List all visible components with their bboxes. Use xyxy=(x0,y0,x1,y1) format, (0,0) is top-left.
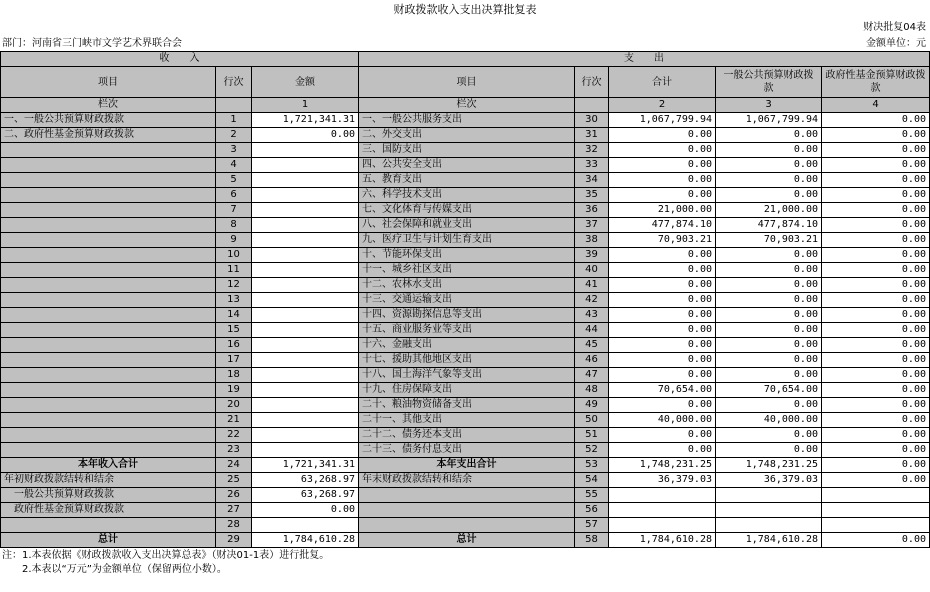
general-budget-cell[interactable]: 1,067,799.94 xyxy=(716,113,822,128)
table-row xyxy=(1,398,930,413)
income-item-cell[interactable]: 二、政府性基金预算财政拨款 xyxy=(1,128,216,143)
table-row xyxy=(1,323,930,338)
income-item-cell[interactable] xyxy=(1,248,216,263)
expense-item-cell[interactable]: 九、医疗卫生与计划生育支出 xyxy=(359,233,575,248)
income-amount-cell[interactable]: 63,268.97 xyxy=(252,488,359,503)
income-item-cell[interactable] xyxy=(1,518,216,533)
general-budget-cell[interactable]: 0.00 xyxy=(716,323,822,338)
fund-budget-cell[interactable]: 0.00 xyxy=(822,413,930,428)
total-amount-cell[interactable]: 0.00 xyxy=(609,443,716,458)
expense-item-cell[interactable] xyxy=(359,518,575,533)
general-budget-cell[interactable]: 0.00 xyxy=(716,128,822,143)
income-item-cell[interactable] xyxy=(1,338,216,353)
expense-item-cell[interactable]: 四、公共安全支出 xyxy=(359,158,575,173)
table-row xyxy=(1,113,930,128)
total-header: 合计 xyxy=(609,67,716,98)
income-row-number[interactable]: 19 xyxy=(216,383,252,398)
expense-row-header: 行次 xyxy=(575,67,609,98)
table-row xyxy=(1,293,930,308)
income-amount-cell[interactable] xyxy=(252,353,359,368)
column-index-label: 栏次 xyxy=(1,98,216,113)
income-row-number[interactable]: 17 xyxy=(216,353,252,368)
total-amount-cell[interactable]: 0.00 xyxy=(609,278,716,293)
fund-budget-cell[interactable]: 0.00 xyxy=(822,458,930,473)
income-row-number[interactable]: 22 xyxy=(216,428,252,443)
expense-item-cell[interactable]: 六、科学技术支出 xyxy=(359,188,575,203)
expense-row-number[interactable]: 37 xyxy=(575,218,609,233)
general-budget-cell[interactable]: 36,379.03 xyxy=(716,473,822,488)
income-item-cell[interactable] xyxy=(1,173,216,188)
fund-budget-cell[interactable]: 0.00 xyxy=(822,218,930,233)
income-amount-cell[interactable] xyxy=(252,143,359,158)
general-budget-cell[interactable]: 70,903.21 xyxy=(716,233,822,248)
expense-row-number[interactable]: 44 xyxy=(575,323,609,338)
income-item-cell[interactable] xyxy=(1,203,216,218)
expense-item-cell[interactable]: 十四、资源勘探信息等支出 xyxy=(359,308,575,323)
general-budget-cell[interactable]: 0.00 xyxy=(716,263,822,278)
expense-item-cell[interactable] xyxy=(359,503,575,518)
expense-item-cell[interactable]: 十六、金融支出 xyxy=(359,338,575,353)
income-amount-cell[interactable] xyxy=(252,518,359,533)
income-item-cell[interactable]: 一、一般公共预算财政拨款 xyxy=(1,113,216,128)
fund-budget-cell[interactable]: 0.00 xyxy=(822,368,930,383)
department-label: 部门：河南省三门峡市文学艺术界联合会 xyxy=(2,38,182,49)
income-amount-cell[interactable] xyxy=(252,218,359,233)
total-amount-cell[interactable]: 70,654.00 xyxy=(609,383,716,398)
income-row-number[interactable]: 6 xyxy=(216,188,252,203)
table-row xyxy=(1,128,930,143)
table-row xyxy=(1,338,930,353)
column-index-1: 1 xyxy=(252,98,359,113)
total-amount-cell[interactable]: 0.00 xyxy=(609,158,716,173)
total-amount-cell[interactable]: 1,784,610.28 xyxy=(609,533,716,548)
general-budget-cell[interactable]: 0.00 xyxy=(716,143,822,158)
expense-row-number[interactable]: 52 xyxy=(575,443,609,458)
total-amount-cell[interactable]: 0.00 xyxy=(609,428,716,443)
general-budget-cell[interactable]: 0.00 xyxy=(716,368,822,383)
income-row-header: 行次 xyxy=(216,67,252,98)
general-budget-cell[interactable] xyxy=(716,518,822,533)
income-item-cell[interactable] xyxy=(1,443,216,458)
income-amount-cell[interactable] xyxy=(252,248,359,263)
expense-row-number[interactable]: 30 xyxy=(575,113,609,128)
column-index-4: 4 xyxy=(822,98,930,113)
expense-row-number[interactable]: 36 xyxy=(575,203,609,218)
table-row xyxy=(1,458,930,473)
income-amount-cell[interactable] xyxy=(252,293,359,308)
expense-row-number[interactable]: 35 xyxy=(575,188,609,203)
income-header: 收 入 xyxy=(1,52,359,67)
income-amount-cell[interactable] xyxy=(252,158,359,173)
income-row-number[interactable]: 11 xyxy=(216,263,252,278)
income-amount-cell[interactable] xyxy=(252,383,359,398)
expense-row-number[interactable]: 39 xyxy=(575,248,609,263)
income-amount-cell[interactable] xyxy=(252,338,359,353)
fund-budget-cell[interactable]: 0.00 xyxy=(822,263,930,278)
expense-item-cell[interactable]: 本年支出合计 xyxy=(359,458,575,473)
expense-item-cell[interactable]: 十三、交通运输支出 xyxy=(359,293,575,308)
income-amount-cell[interactable] xyxy=(252,188,359,203)
total-amount-cell[interactable]: 0.00 xyxy=(609,398,716,413)
income-row-number[interactable]: 15 xyxy=(216,323,252,338)
expense-item-cell[interactable]: 七、文化体育与传媒支出 xyxy=(359,203,575,218)
total-amount-cell[interactable]: 0.00 xyxy=(609,293,716,308)
table-row xyxy=(1,488,930,503)
total-amount-cell[interactable]: 40,000.00 xyxy=(609,413,716,428)
income-item-cell[interactable] xyxy=(1,233,216,248)
expense-item-cell[interactable]: 二十、粮油物资储备支出 xyxy=(359,398,575,413)
table-row xyxy=(1,218,930,233)
fund-budget-cell[interactable]: 0.00 xyxy=(822,443,930,458)
expense-item-cell[interactable]: 二十三、债务付息支出 xyxy=(359,443,575,458)
income-amount-cell[interactable]: 0.00 xyxy=(252,503,359,518)
income-row-number[interactable]: 9 xyxy=(216,233,252,248)
total-amount-cell[interactable]: 0.00 xyxy=(609,338,716,353)
income-row-number[interactable]: 14 xyxy=(216,308,252,323)
total-amount-cell[interactable]: 0.00 xyxy=(609,323,716,338)
income-amount-cell[interactable] xyxy=(252,233,359,248)
fund-budget-cell[interactable]: 0.00 xyxy=(822,383,930,398)
general-budget-cell[interactable]: 0.00 xyxy=(716,398,822,413)
expense-row-number[interactable]: 50 xyxy=(575,413,609,428)
expense-item-cell[interactable]: 三、国防支出 xyxy=(359,143,575,158)
general-budget-cell[interactable] xyxy=(716,488,822,503)
fund-budget-cell[interactable]: 0.00 xyxy=(822,533,930,548)
total-amount-cell[interactable]: 477,874.10 xyxy=(609,218,716,233)
total-amount-cell[interactable]: 70,903.21 xyxy=(609,233,716,248)
income-row-number[interactable]: 1 xyxy=(216,113,252,128)
total-amount-cell[interactable]: 0.00 xyxy=(609,248,716,263)
table-row xyxy=(1,308,930,323)
general-budget-cell[interactable]: 0.00 xyxy=(716,338,822,353)
expense-row-number[interactable]: 48 xyxy=(575,383,609,398)
total-amount-cell[interactable]: 36,379.03 xyxy=(609,473,716,488)
total-amount-cell[interactable]: 1,067,799.94 xyxy=(609,113,716,128)
general-budget-cell[interactable]: 21,000.00 xyxy=(716,203,822,218)
total-amount-cell[interactable]: 0.00 xyxy=(609,263,716,278)
fund-budget-cell[interactable]: 0.00 xyxy=(822,398,930,413)
income-row-number[interactable]: 2 xyxy=(216,128,252,143)
income-amount-cell[interactable] xyxy=(252,308,359,323)
general-budget-cell[interactable]: 477,874.10 xyxy=(716,218,822,233)
fund-budget-cell[interactable]: 0.00 xyxy=(822,173,930,188)
income-item-cell[interactable] xyxy=(1,278,216,293)
expense-row-number[interactable]: 49 xyxy=(575,398,609,413)
income-row-number[interactable]: 8 xyxy=(216,218,252,233)
income-item-cell[interactable] xyxy=(1,323,216,338)
table-row xyxy=(1,233,930,248)
general-budget-cell[interactable]: 0.00 xyxy=(716,278,822,293)
income-amount-cell[interactable] xyxy=(252,443,359,458)
table-row xyxy=(1,533,930,548)
column-index-3: 3 xyxy=(716,98,822,113)
income-amount-cell[interactable] xyxy=(252,413,359,428)
income-row-number[interactable]: 27 xyxy=(216,503,252,518)
fund-budget-cell[interactable] xyxy=(822,518,930,533)
income-item-cell[interactable]: 政府性基金预算财政拨款 xyxy=(1,503,216,518)
footnote: 注：1.本表依据《财政拨款收入支出决算总表》（财决01-1表）进行批复。 xyxy=(2,550,330,561)
income-row-number[interactable]: 25 xyxy=(216,473,252,488)
expense-row-number[interactable]: 42 xyxy=(575,293,609,308)
expense-row-number[interactable]: 32 xyxy=(575,143,609,158)
expense-row-number[interactable]: 53 xyxy=(575,458,609,473)
expense-item-cell[interactable]: 十二、农林水支出 xyxy=(359,278,575,293)
general-budget-cell[interactable] xyxy=(716,503,822,518)
expense-item-cell[interactable]: 五、教育支出 xyxy=(359,173,575,188)
budget-table xyxy=(0,51,930,548)
form-number: 财决批复04表 xyxy=(863,22,926,33)
general-budget-cell[interactable]: 0.00 xyxy=(716,443,822,458)
fund-budget-cell[interactable]: 0.00 xyxy=(822,233,930,248)
expense-item-cell[interactable] xyxy=(359,488,575,503)
table-row xyxy=(1,188,930,203)
income-item-cell[interactable] xyxy=(1,143,216,158)
table-row xyxy=(1,443,930,458)
income-row-number[interactable]: 28 xyxy=(216,518,252,533)
table-row xyxy=(1,518,930,533)
expense-item-cell[interactable]: 二十二、债务还本支出 xyxy=(359,428,575,443)
expense-row-number[interactable]: 55 xyxy=(575,488,609,503)
table-row xyxy=(1,503,930,518)
income-amount-header: 金额 xyxy=(252,67,359,98)
fund-budget-cell[interactable]: 0.00 xyxy=(822,158,930,173)
fund-budget-cell[interactable]: 0.00 xyxy=(822,473,930,488)
expense-row-number[interactable]: 41 xyxy=(575,278,609,293)
column-index-blank xyxy=(575,98,609,113)
expense-item-cell[interactable]: 十九、住房保障支出 xyxy=(359,383,575,398)
expense-row-number[interactable]: 57 xyxy=(575,518,609,533)
income-item-cell[interactable] xyxy=(1,413,216,428)
column-index-label: 栏次 xyxy=(359,98,575,113)
fund-budget-cell[interactable]: 0.00 xyxy=(822,203,930,218)
income-item-cell[interactable] xyxy=(1,158,216,173)
income-amount-cell[interactable]: 0.00 xyxy=(252,128,359,143)
expense-item-cell[interactable]: 年末财政拨款结转和结余 xyxy=(359,473,575,488)
table-row xyxy=(1,383,930,398)
income-row-number[interactable]: 21 xyxy=(216,413,252,428)
income-item-cell[interactable] xyxy=(1,308,216,323)
income-amount-cell[interactable] xyxy=(252,428,359,443)
income-row-number[interactable]: 29 xyxy=(216,533,252,548)
unit-label: 金额单位：元 xyxy=(866,38,926,49)
income-item-cell[interactable] xyxy=(1,188,216,203)
general-budget-cell[interactable]: 0.00 xyxy=(716,248,822,263)
income-amount-cell[interactable] xyxy=(252,173,359,188)
table-row xyxy=(1,143,930,158)
expense-row-number[interactable]: 51 xyxy=(575,428,609,443)
total-amount-cell[interactable]: 0.00 xyxy=(609,128,716,143)
fund-budget-cell[interactable] xyxy=(822,488,930,503)
table-row xyxy=(1,263,930,278)
income-row-number[interactable]: 20 xyxy=(216,398,252,413)
expense-item-cell[interactable]: 一、一般公共服务支出 xyxy=(359,113,575,128)
income-row-number[interactable]: 3 xyxy=(216,143,252,158)
income-amount-cell[interactable]: 1,784,610.28 xyxy=(252,533,359,548)
expense-item-cell[interactable]: 十八、国土海洋气象等支出 xyxy=(359,368,575,383)
expense-item-cell[interactable]: 二十一、其他支出 xyxy=(359,413,575,428)
income-amount-cell[interactable] xyxy=(252,398,359,413)
general-budget-cell[interactable]: 0.00 xyxy=(716,293,822,308)
expense-row-number[interactable]: 45 xyxy=(575,338,609,353)
page-title: 财政拨款收入支出决算批复表 xyxy=(393,3,537,16)
expense-row-number[interactable]: 43 xyxy=(575,308,609,323)
general-budget-cell[interactable]: 40,000.00 xyxy=(716,413,822,428)
total-amount-cell[interactable]: 0.00 xyxy=(609,188,716,203)
income-item-cell[interactable] xyxy=(1,398,216,413)
income-amount-cell[interactable] xyxy=(252,323,359,338)
income-row-number[interactable]: 10 xyxy=(216,248,252,263)
general-budget-cell[interactable]: 1,784,610.28 xyxy=(716,533,822,548)
general-budget-cell[interactable]: 0.00 xyxy=(716,173,822,188)
expense-item-cell[interactable]: 十一、城乡社区支出 xyxy=(359,263,575,278)
general-budget-header: 一般公共预算财政拨款 xyxy=(716,67,822,98)
general-budget-cell[interactable]: 0.00 xyxy=(716,353,822,368)
expense-item-cell[interactable]: 八、社会保障和就业支出 xyxy=(359,218,575,233)
expense-row-number[interactable]: 31 xyxy=(575,128,609,143)
fund-budget-cell[interactable]: 0.00 xyxy=(822,188,930,203)
footnote: 2.本表以“万元”为金额单位（保留两位小数）。 xyxy=(2,564,227,575)
income-row-number[interactable]: 5 xyxy=(216,173,252,188)
fund-budget-cell[interactable]: 0.00 xyxy=(822,323,930,338)
total-amount-cell[interactable]: 1,748,231.25 xyxy=(609,458,716,473)
income-amount-cell[interactable] xyxy=(252,203,359,218)
general-budget-cell[interactable]: 1,748,231.25 xyxy=(716,458,822,473)
general-budget-cell[interactable]: 0.00 xyxy=(716,428,822,443)
expense-item-header: 项目 xyxy=(359,67,575,98)
total-amount-cell[interactable]: 0.00 xyxy=(609,173,716,188)
expense-header: 支 出 xyxy=(359,52,930,67)
income-row-number[interactable]: 24 xyxy=(216,458,252,473)
fund-budget-cell[interactable]: 0.00 xyxy=(822,293,930,308)
income-item-cell[interactable]: 本年收入合计 xyxy=(1,458,216,473)
income-row-number[interactable]: 16 xyxy=(216,338,252,353)
income-amount-cell[interactable]: 63,268.97 xyxy=(252,473,359,488)
table-row xyxy=(1,428,930,443)
expense-row-number[interactable]: 33 xyxy=(575,158,609,173)
general-budget-cell[interactable]: 0.00 xyxy=(716,308,822,323)
expense-item-cell[interactable]: 二、外交支出 xyxy=(359,128,575,143)
income-amount-cell[interactable]: 1,721,341.31 xyxy=(252,113,359,128)
total-amount-cell[interactable]: 0.00 xyxy=(609,308,716,323)
expense-row-number[interactable]: 38 xyxy=(575,233,609,248)
table-row xyxy=(1,173,930,188)
column-index-blank xyxy=(216,98,252,113)
fund-budget-cell[interactable]: 0.00 xyxy=(822,338,930,353)
expense-item-cell[interactable]: 十、节能环保支出 xyxy=(359,248,575,263)
income-amount-cell[interactable] xyxy=(252,368,359,383)
expense-row-number[interactable]: 46 xyxy=(575,353,609,368)
expense-row-number[interactable]: 54 xyxy=(575,473,609,488)
income-item-cell[interactable] xyxy=(1,428,216,443)
total-amount-cell[interactable] xyxy=(609,488,716,503)
income-row-number[interactable]: 26 xyxy=(216,488,252,503)
total-amount-cell[interactable]: 0.00 xyxy=(609,368,716,383)
expense-row-number[interactable]: 34 xyxy=(575,173,609,188)
table-row xyxy=(1,353,930,368)
income-amount-cell[interactable] xyxy=(252,263,359,278)
table-row xyxy=(1,368,930,383)
general-budget-cell[interactable]: 70,654.00 xyxy=(716,383,822,398)
total-amount-cell[interactable]: 21,000.00 xyxy=(609,203,716,218)
expense-row-number[interactable]: 47 xyxy=(575,368,609,383)
fund-budget-cell[interactable]: 0.00 xyxy=(822,113,930,128)
table-row xyxy=(1,158,930,173)
fund-budget-cell[interactable]: 0.00 xyxy=(822,278,930,293)
fund-budget-cell[interactable] xyxy=(822,503,930,518)
income-item-cell[interactable] xyxy=(1,263,216,278)
fund-budget-cell[interactable]: 0.00 xyxy=(822,143,930,158)
fund-budget-cell[interactable]: 0.00 xyxy=(822,128,930,143)
income-row-number[interactable]: 4 xyxy=(216,158,252,173)
fund-budget-cell[interactable]: 0.00 xyxy=(822,308,930,323)
income-item-cell[interactable] xyxy=(1,383,216,398)
fund-budget-cell[interactable]: 0.00 xyxy=(822,428,930,443)
income-row-number[interactable]: 13 xyxy=(216,293,252,308)
income-item-cell[interactable] xyxy=(1,293,216,308)
income-amount-cell[interactable]: 1,721,341.31 xyxy=(252,458,359,473)
income-item-cell[interactable] xyxy=(1,368,216,383)
income-item-cell[interactable]: 一般公共预算财政拨款 xyxy=(1,488,216,503)
income-item-cell[interactable] xyxy=(1,353,216,368)
table-row xyxy=(1,278,930,293)
table-row xyxy=(1,473,930,488)
income-row-number[interactable]: 12 xyxy=(216,278,252,293)
expense-item-cell[interactable]: 十五、商业服务业等支出 xyxy=(359,323,575,338)
income-item-cell[interactable]: 总计 xyxy=(1,533,216,548)
total-amount-cell[interactable] xyxy=(609,518,716,533)
table-row xyxy=(1,203,930,218)
income-row-number[interactable]: 23 xyxy=(216,443,252,458)
income-row-number[interactable]: 18 xyxy=(216,368,252,383)
general-budget-cell[interactable]: 0.00 xyxy=(716,188,822,203)
expense-item-cell[interactable]: 总计 xyxy=(359,533,575,548)
expense-item-cell[interactable]: 十七、援助其他地区支出 xyxy=(359,353,575,368)
table-row xyxy=(1,248,930,263)
column-index-2: 2 xyxy=(609,98,716,113)
income-item-cell[interactable]: 年初财政拨款结转和结余 xyxy=(1,473,216,488)
total-amount-cell[interactable]: 0.00 xyxy=(609,143,716,158)
fund-budget-header: 政府性基金预算财政拨款 xyxy=(822,67,930,98)
income-row-number[interactable]: 7 xyxy=(216,203,252,218)
expense-row-number[interactable]: 56 xyxy=(575,503,609,518)
total-amount-cell[interactable]: 0.00 xyxy=(609,353,716,368)
income-amount-cell[interactable] xyxy=(252,278,359,293)
table-row xyxy=(1,413,930,428)
fund-budget-cell[interactable]: 0.00 xyxy=(822,353,930,368)
general-budget-cell[interactable]: 0.00 xyxy=(716,158,822,173)
fund-budget-cell[interactable]: 0.00 xyxy=(822,248,930,263)
expense-row-number[interactable]: 58 xyxy=(575,533,609,548)
expense-row-number[interactable]: 40 xyxy=(575,263,609,278)
total-amount-cell[interactable] xyxy=(609,503,716,518)
income-item-header: 项目 xyxy=(1,67,216,98)
income-item-cell[interactable] xyxy=(1,218,216,233)
